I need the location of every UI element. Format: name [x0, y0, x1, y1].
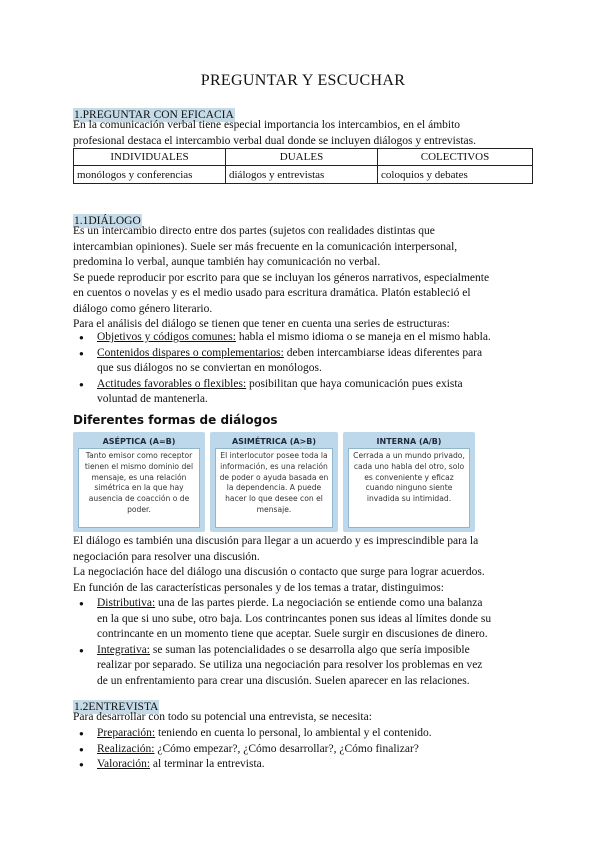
bullet-text: una de las partes pierde. La negociación se entiende como una balanza — [155, 597, 483, 609]
bullet-term: Integrativa: — [97, 643, 151, 656]
list-item — [73, 330, 533, 346]
bullet-text: ¿Cómo empezar?, ¿Cómo desarrollar?, ¿Cómo finalizar? — [154, 742, 419, 755]
bullet-text: deben intercambiarse ideas diferentes para — [283, 346, 483, 359]
text-line: Se puede reproducir por escrito para que se incluyan los géneros narrativos, especialmente — [73, 271, 490, 284]
text-line: en cuentos o novelas y es el medio usado para escritura dramática. Platón estableció el — [73, 287, 471, 299]
text-line: predomina lo verbal, aunque también hay comunicación no verbal. — [73, 256, 381, 268]
bullet-text: contrincante en un momento tiene que aceptar. Suele surgir en discusiones de dinero. — [97, 628, 488, 640]
text-line: profesional destaca el intercambio verbal dual donde se incluyen diálogos y entrevistas. — [73, 134, 477, 147]
text-line: El diálogo es también una discusión para llegar a un acuerdo y es imprescindible para la — [73, 535, 479, 547]
page-title: PREGUNTAR Y ESCUCHAR — [200, 72, 406, 89]
form-box-interna — [343, 432, 475, 532]
bullet-text: teniendo en cuenta lo personal, lo ambiental y el contenido. — [155, 727, 432, 739]
text-line: En función de las características personales y de los temas a tratar, distinguimos: — [73, 581, 444, 594]
forms-heading: Diferentes formas de diálogos — [73, 413, 278, 427]
bullet-term: Objetivos y códigos comunes: — [97, 331, 236, 343]
bullet-text: en la que si uno sube, otro baja. Los contrincantes ponen sus ideas al límites donde su — [97, 612, 492, 625]
section-1-2-intro: Para desarrollar con todo su potencial una entrevista, se necesita: — [73, 711, 372, 723]
text-line: negociación para resolver una discusión. — [73, 550, 260, 563]
form-box-asimetrica — [210, 432, 338, 532]
form-box-title: ASÉPTICA (A=B) — [102, 437, 176, 446]
text-line: diálogo como género literario. — [73, 302, 213, 315]
negotiation-paragraph — [73, 534, 533, 596]
table-cell: coloquios y debates — [378, 166, 533, 184]
form-box-title: INTERNA (A/B) — [376, 437, 442, 446]
table-header-cell: DUALES — [226, 149, 378, 166]
section-1-1-heading: 1.1DIÁLOGO — [74, 215, 141, 227]
table-row — [74, 166, 533, 184]
list-item — [73, 596, 533, 643]
list-item — [73, 377, 533, 408]
dialogue-structures-list — [73, 330, 533, 408]
list-item — [73, 643, 533, 690]
table-header-cell: COLECTIVOS — [378, 149, 533, 166]
section-1-intro — [73, 118, 533, 149]
text-line: intercambian opiniones). Suele ser más frecuente en la comunicación interpersonal, — [73, 240, 458, 253]
interview-steps-list — [73, 726, 533, 773]
communication-types-table — [73, 148, 533, 184]
text-line: En la comunicación verbal tiene especial importancia los intercambios, en el ámbito — [73, 119, 461, 131]
bullet-text: realizar por separado. Se utiliza una negociación para resolver los problemas en vez — [97, 659, 483, 671]
section-1-2-heading: 1.2ENTREVISTA — [74, 701, 159, 713]
text-line: La negociación hace del diálogo una discusión o contacto que surge para lograr acuerdos. — [73, 566, 485, 578]
form-box-title: ASIMÉTRICA (A>B) — [231, 437, 317, 446]
form-box-text: Cerrada a un mundo privado, cada uno habla del otro, solo es conveniente y eficaz cuando ninguno siente invadida su intimidad. — [348, 448, 470, 528]
bullet-text: se suman las potencialidades o se desarrolla algo que sería imposible — [150, 643, 470, 656]
dialogue-forms-diagram — [73, 432, 533, 532]
section-1-heading: 1.PREGUNTAR CON EFICACIA — [74, 109, 234, 121]
list-item — [73, 346, 533, 377]
table-header-cell: INDIVIDUALES — [74, 149, 226, 166]
text-line: Es un intercambio directo entre dos partes (sujetos con realidades distintas que — [73, 225, 435, 237]
bullet-term: Preparación: — [97, 727, 156, 739]
negotiation-types-list — [73, 596, 533, 689]
bullet-term: Distributiva: — [97, 597, 156, 609]
bullet-term: Contenidos dispares o complementarios: — [97, 346, 284, 359]
form-box-aseptica — [73, 432, 205, 532]
section-1-1-paragraph — [73, 224, 533, 333]
bullet-text: que sus diálogos no se conviertan en monólogos. — [97, 362, 322, 374]
bullet-term: Valoración: — [97, 758, 151, 770]
bullet-text: posibilitan que haya comunicación pues exista voluntad de mantenerla. — [97, 377, 463, 405]
text-line: Para el análisis del diálogo se tienen que tener en cuenta una series de estructuras: — [73, 318, 450, 330]
table-header-row — [74, 149, 533, 166]
form-box-text: Tanto emisor como receptor tienen el mismo dominio del mensaje, es una relación simétrica en la que hay ausencia de coacción o de poder. — [78, 448, 200, 528]
list-item — [73, 757, 533, 773]
bullet-term: Actitudes favorables o flexibles: — [97, 377, 247, 390]
bullet-term: Realización: — [97, 742, 155, 755]
table-cell: diálogos y entrevistas — [226, 166, 378, 184]
form-box-text: El interlocutor posee toda la información, es una relación de poder o ayuda basada en la dependencia. A puede hacer lo que desee con el mensaje. — [215, 448, 333, 528]
bullet-text: habla el mismo idioma o se maneja en el mismo habla. — [235, 331, 491, 343]
table-cell: monólogos y conferencias — [74, 166, 226, 184]
list-item — [73, 726, 533, 742]
bullet-text: al terminar la entrevista. — [150, 758, 265, 770]
bullet-text: de un enfrentamiento para crear una discusión. Suelen aparecer en las relaciones. — [97, 674, 470, 687]
list-item — [73, 742, 533, 758]
